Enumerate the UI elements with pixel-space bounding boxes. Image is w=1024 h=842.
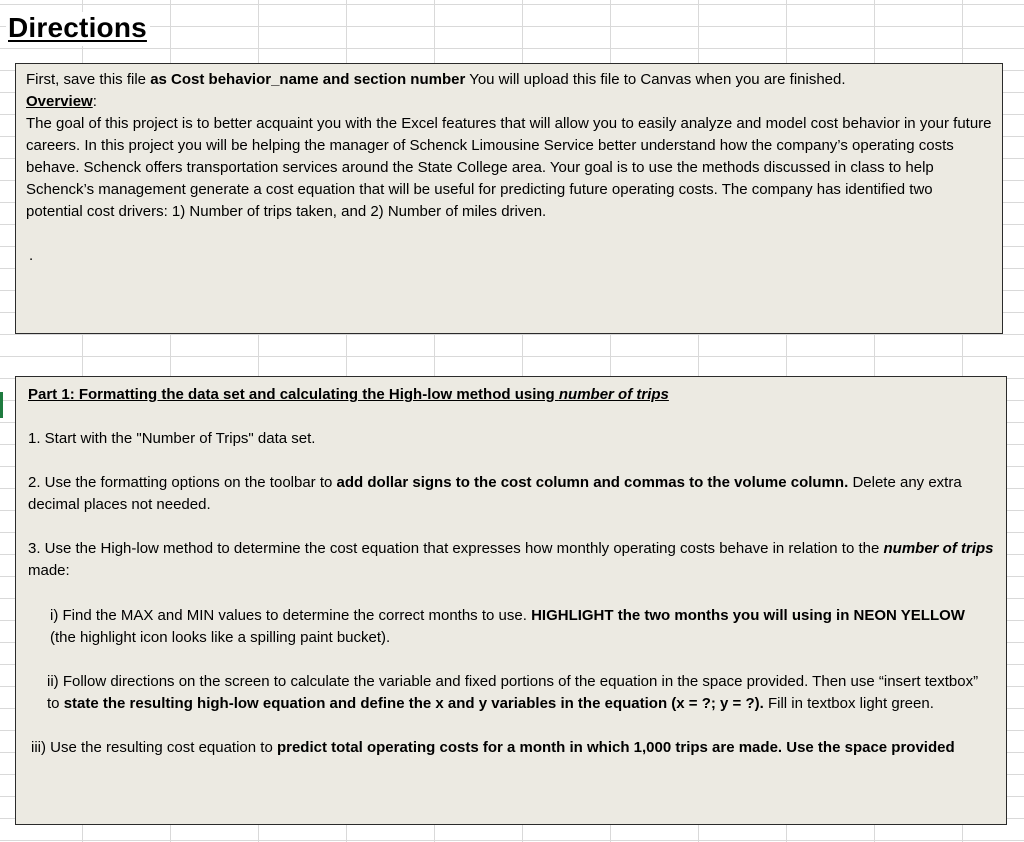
- substep-ii-text: ii) Follow directions on the screen to calculate the variable and fixed portions of the equation in the space provided. Then use “insert textbox” to: [47, 673, 979, 712]
- save-instruction-text: First, save this file: [26, 71, 151, 88]
- part1-heading-emphasis: number of trips: [558, 386, 669, 403]
- overview-label: Overview: [26, 93, 93, 110]
- substep-i-text: i) Find the MAX and MIN values to determine the correct months to use.: [50, 607, 532, 624]
- step-2-tail: Delete any extra decimal places not needed.: [28, 474, 962, 513]
- overview-text: The goal of this project is to better acquaint you with the Excel features that will allow you to easily analyze and model cost behavior in your future careers. In this project you will be helping the manager of Schenck Limousine Service better understand how the company’s operating costs behave. Schenck offers transportation services around the State College area. Your goal is to use the methods discussed in class to help Schenck’s management generate a cost equation that will be useful for predicting future operating costs. The company has identified two potential cost drivers: 1) Number of trips taken, and 2) Number of miles driven.: [26, 115, 992, 220]
- save-filename: as Cost behavior_name and section number: [150, 71, 466, 88]
- part1-textbox[interactable]: [15, 376, 1007, 825]
- part1-heading-text: Part 1: Formatting the data set and calculating the High-low method using: [28, 386, 559, 403]
- substep-i-emphasis: HIGHLIGHT the two months you will using in NEON YELLOW: [531, 607, 965, 624]
- save-instruction: [26, 69, 992, 91]
- step-3-text: 3. Use the High-low method to determine the cost equation that expresses how monthly operating costs behave in relation to the: [28, 540, 884, 557]
- substep-ii-emphasis: state the resulting high-low equation and define the x and y variables in the equation (x = ?; y = ?).: [63, 695, 764, 712]
- step-3: [28, 538, 994, 582]
- step-1: 1. Start with the "Number of Trips" data set.: [28, 430, 316, 447]
- substep-i-tail: (the highlight icon looks like a spilling paint bucket).: [50, 629, 391, 646]
- instructions-textbox[interactable]: [15, 63, 1003, 334]
- step-3-tail: made:: [28, 562, 70, 579]
- stray-dot: .: [29, 247, 34, 264]
- substep-iii: [28, 737, 994, 759]
- substep-i: [28, 605, 994, 649]
- overview-heading: [26, 91, 992, 113]
- substep-ii-tail: Fill in textbox light green.: [763, 695, 934, 712]
- step-2: [28, 472, 994, 516]
- step-3-emphasis: number of trips: [883, 540, 994, 557]
- substep-iii-emphasis: predict total operating costs for a month in which 1,000 trips are made. Use the space provided: [276, 739, 955, 756]
- save-instruction-tail: You will upload this file to Canvas when you are finished.: [465, 71, 846, 88]
- step-2-text: 2. Use the formatting options on the toolbar to: [28, 474, 337, 491]
- substep-iii-text: iii) Use the resulting cost equation to: [31, 739, 277, 756]
- part1-heading: [28, 384, 994, 406]
- page-title: Directions: [6, 12, 150, 46]
- step-2-emphasis: add dollar signs to the cost column and commas to the volume column.: [336, 474, 849, 491]
- overview-colon: :: [92, 93, 97, 110]
- substep-ii: [28, 671, 994, 715]
- active-row-marker: [0, 392, 3, 418]
